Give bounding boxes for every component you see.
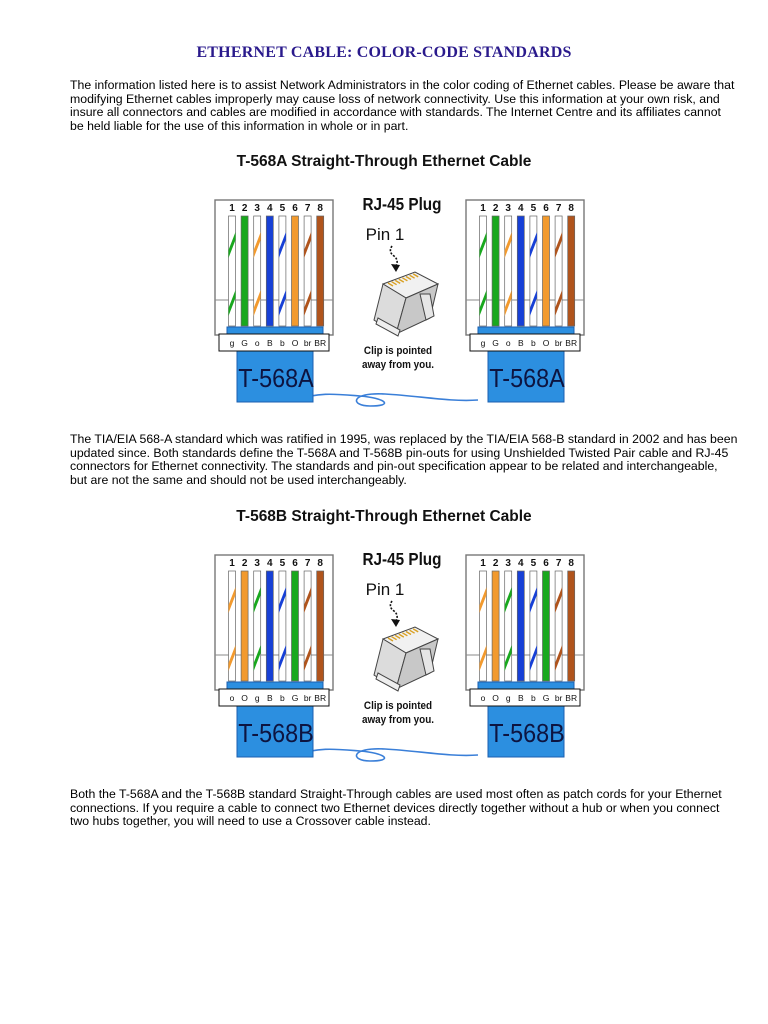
pointer-arrow: [390, 246, 397, 266]
wire-2: [241, 216, 248, 326]
wire-code-strip: [219, 689, 329, 706]
patch-cable: [295, 394, 478, 406]
wire-code: b: [280, 338, 285, 348]
pin-number: 8: [317, 203, 323, 214]
pin-number: 3: [254, 203, 260, 214]
pin-number: 2: [492, 203, 499, 214]
standard-label: T-568B: [238, 719, 314, 749]
wire-6: [292, 571, 299, 681]
document-title: ETHERNET CABLE: COLOR-CODE STANDARDS: [196, 44, 572, 61]
wire-2: [492, 571, 499, 681]
wire-code: O: [542, 338, 550, 348]
plug-body: [374, 627, 438, 691]
connector-right: [466, 200, 584, 402]
wire-8: [317, 216, 324, 326]
pin-number: 3: [254, 558, 260, 569]
pointer-arrow: [390, 601, 397, 621]
wire-code: G: [542, 693, 550, 703]
pin-number: 5: [279, 558, 286, 569]
wire-code: BR: [565, 693, 578, 703]
pin-number: 1: [229, 558, 235, 569]
wire-4: [266, 571, 273, 681]
pin-number: 1: [480, 203, 486, 214]
wire-code: G: [241, 338, 248, 348]
pin-number: 7: [304, 203, 311, 214]
wire-code: b: [531, 338, 536, 348]
wire-2: [241, 571, 248, 681]
clip-note-line2: away from you.: [361, 714, 435, 727]
pin-number: 4: [267, 558, 273, 569]
figure-b-title: T-568B Straight-Through Ethernet Cable: [236, 508, 532, 525]
pin-number: 6: [543, 203, 549, 214]
pin-number: 2: [241, 558, 248, 569]
wire-code: B: [266, 338, 273, 348]
wire-code: g: [480, 338, 486, 348]
connector-left: [215, 200, 333, 402]
wire-code: br: [303, 693, 312, 703]
pin1-label: Pin 1: [365, 225, 405, 244]
wire-8: [568, 571, 575, 681]
wire-code: BR: [314, 338, 327, 348]
pin-number: 4: [518, 558, 524, 569]
wire-code-strip: [470, 334, 580, 351]
pin-number: 4: [267, 203, 273, 214]
rj45-plug-label: RJ-45 Plug: [362, 548, 442, 570]
pin-number: 4: [518, 203, 524, 214]
t568a-diagram: [0, 180, 768, 415]
pin-number: 7: [555, 558, 562, 569]
rj45-plug-illustration: [362, 549, 442, 726]
wire-4: [266, 216, 273, 326]
standard-label: T-568A: [489, 364, 565, 394]
pin-number: 1: [480, 558, 486, 569]
wire-code-strip: [470, 689, 580, 706]
plug-body: [374, 272, 438, 336]
intro-paragraph: The information listed here is to assist Network Administrators in the color coding of Ethernet cables. Please be aware that modifying Ethernet cables improperly may cause loss of network connectivity. Use this information at your own risk, and insure all connectors and cables are modified in accordance with standards. The Internet Centre and its affiliates cannot be held liable for the use of this information in whole or in part.: [70, 78, 735, 133]
pin-number: 6: [292, 558, 298, 569]
usage-paragraph: Both the T-568A and the T-568B standard Straight-Through cables are used most often as patch cords for your Ethernet connections. If you require a cable to connect two Ethernet devices directly together without a hub or when you connect two hubs together, you will need to use a Crossover cable instead.: [70, 787, 722, 829]
standards-paragraph: The TIA/EIA 568-A standard which was ratified in 1995, was replaced by the TIA/EIA 568-B standard in 2002 and has been updated since. Both standards define the T-568A and T-568B pin-outs for using Unshielded Twisted Pair cable and RJ-45 connectors for Ethernet connectivity. The standards and pin-out specification appear to be related and interchangeable, but are not the same and should not be used interchangeably.: [70, 432, 738, 487]
pin-number: 1: [229, 203, 235, 214]
wire-code: o: [480, 693, 486, 703]
t568b-diagram: [0, 535, 768, 770]
wire-4: [517, 216, 524, 326]
connector-left: [215, 555, 333, 757]
wire-8: [568, 216, 575, 326]
pin-number: 6: [292, 203, 298, 214]
clip-note-line1: Clip is pointed: [363, 700, 433, 713]
pin-number: 7: [555, 203, 562, 214]
clip-note-line2: away from you.: [361, 359, 435, 372]
wire-code: G: [492, 338, 499, 348]
rj45-plug-label: RJ-45 Plug: [362, 193, 442, 215]
pin-number: 7: [304, 558, 311, 569]
wire-code: BR: [565, 338, 578, 348]
wire-code: br: [303, 338, 312, 348]
pin-number: 8: [568, 558, 574, 569]
wire-6: [292, 216, 299, 326]
clip-note-line1: Clip is pointed: [363, 345, 433, 358]
wire-code: BR: [314, 693, 327, 703]
wire-code: o: [254, 338, 260, 348]
wire-code-strip: [219, 334, 329, 351]
pin-number: 8: [568, 203, 574, 214]
wire-6: [543, 571, 550, 681]
wire-code: b: [280, 693, 285, 703]
pin-number: 5: [530, 203, 537, 214]
figure-a-title: T-568A Straight-Through Ethernet Cable: [236, 153, 532, 170]
wire-2: [492, 216, 499, 326]
standard-label: T-568B: [489, 719, 565, 749]
pin-number: 3: [505, 203, 511, 214]
patch-cable: [295, 749, 478, 761]
wire-code: g: [505, 693, 511, 703]
pin-number: 2: [241, 203, 248, 214]
connector-right: [466, 555, 584, 757]
wire-code: g: [229, 338, 235, 348]
wire-code: G: [291, 693, 299, 703]
pin-number: 3: [505, 558, 511, 569]
wire-code: B: [266, 693, 273, 703]
wire-code: br: [554, 693, 563, 703]
wire-4: [517, 571, 524, 681]
rj45-plug-illustration: [362, 194, 442, 371]
wire-code: B: [517, 338, 524, 348]
pin-number: 8: [317, 558, 323, 569]
pin1-label: Pin 1: [365, 580, 405, 599]
wire-code: g: [254, 693, 260, 703]
pin-number: 5: [530, 558, 537, 569]
standard-label: T-568A: [238, 364, 314, 394]
wire-code: br: [554, 338, 563, 348]
wire-8: [317, 571, 324, 681]
arrow-head-icon: [391, 619, 400, 627]
wire-6: [543, 216, 550, 326]
wire-code: O: [241, 693, 248, 703]
wire-code: b: [531, 693, 536, 703]
wire-code: o: [229, 693, 235, 703]
pin-number: 5: [279, 203, 286, 214]
wire-code: o: [505, 338, 511, 348]
pin-number: 2: [492, 558, 499, 569]
arrow-head-icon: [391, 264, 400, 272]
wire-code: O: [492, 693, 499, 703]
pin-number: 6: [543, 558, 549, 569]
wire-code: B: [517, 693, 524, 703]
wire-code: O: [291, 338, 299, 348]
